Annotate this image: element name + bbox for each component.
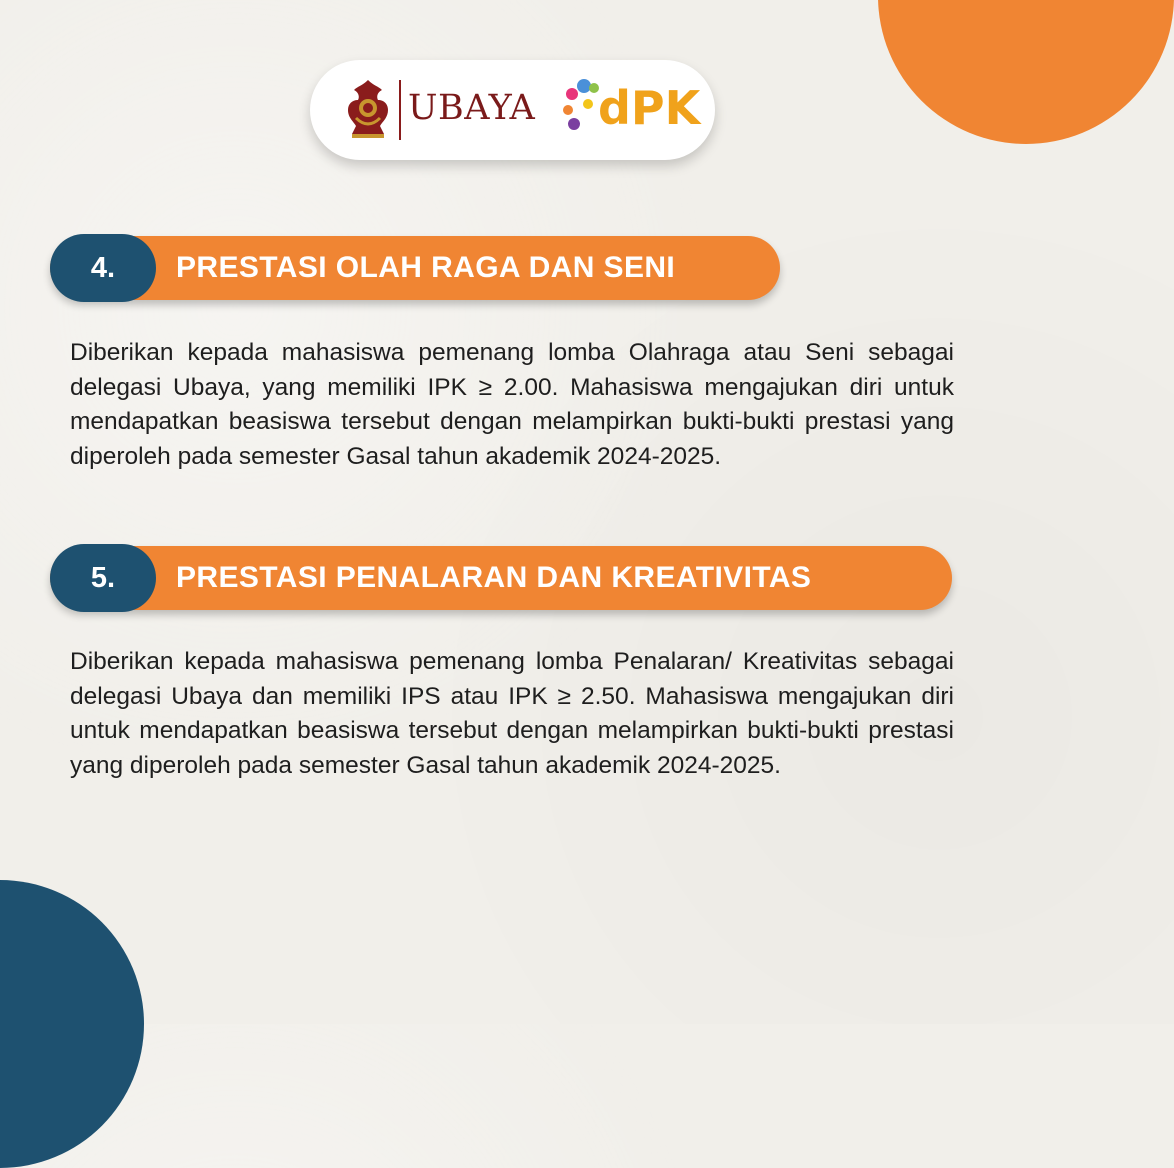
logo-header — [310, 60, 715, 160]
decorative-circle-navy — [0, 880, 144, 1168]
ubaya-crest-icon — [342, 78, 394, 140]
logo-divider — [399, 80, 401, 140]
decorative-circle-orange — [878, 0, 1174, 144]
heading-title: PRESTASI OLAH RAGA DAN SENI — [176, 251, 676, 284]
section-body-text: Diberikan kepada mahasiswa pemenang lomba Penalaran/ Kreativitas sebagai delegasi Ubaya dan memiliki IPS atau IPK ≥ 2.50. Mahasiswa mengajukan diri untuk mendapatkan beasiswa tersebut dengan melampirkan bukti-bukti prestasi yang diperoleh pada semester Gasal tahun akademik 2024-2025. — [70, 648, 954, 779]
heading-number-badge: 5. — [50, 544, 156, 612]
section-heading-4 — [50, 234, 780, 300]
section-body-text: Diberikan kepada mahasiswa pemenang lomba Olahraga atau Seni sebagai delegasi Ubaya, yang memiliki IPK ≥ 2.00. Mahasiswa mengajukan diri untuk mendapatkan beasiswa tersebut dengan melampirkan bukti-bukti prestasi yang diperoleh pada semester Gasal tahun akademik 2024-2025. — [70, 339, 954, 470]
heading-title: PRESTASI PENALARAN DAN KREATIVITAS — [176, 561, 812, 594]
section-heading-5 — [50, 544, 952, 610]
dpk-wordmark: dPK — [598, 81, 701, 135]
heading-number-badge: 4. — [50, 234, 156, 302]
dpk-logo-icon — [558, 74, 701, 138]
ubaya-wordmark: UBAYA — [408, 88, 536, 128]
